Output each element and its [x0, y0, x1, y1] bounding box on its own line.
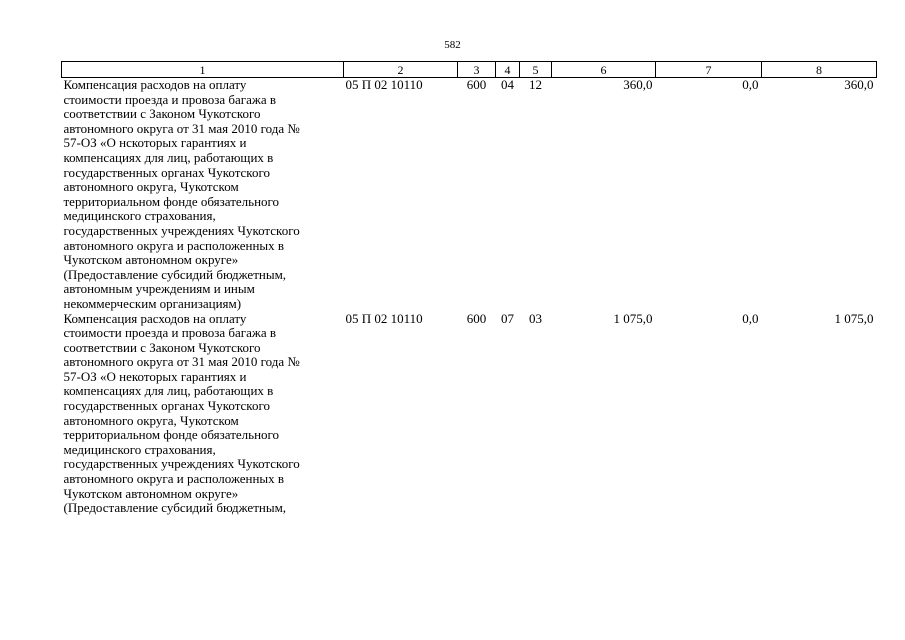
description-line: автономным учреждениям и иным [63, 281, 255, 297]
row-code: 05 П 02 10110 [345, 310, 423, 326]
header-cell-5: 5 [520, 62, 552, 78]
description-line: государственных органах Чукотского [63, 164, 270, 180]
description-line: автономного округа и расположенных в [63, 471, 285, 487]
description-line: автономного округа и расположенных в [63, 237, 285, 253]
budget-table [61, 61, 877, 516]
header-cell-2: 2 [344, 62, 458, 78]
row-col-7: 0,0 [742, 77, 759, 92]
header-cell-8: 8 [762, 62, 877, 78]
description-line: государственных учреждениях Чукотского [63, 222, 300, 238]
description-line: Компенсация расходов на оплату [63, 310, 247, 326]
description-line: государственных органах Чукотского [63, 398, 270, 414]
description-line: стоимости проезда и провоза багажа в [63, 325, 277, 341]
description-line: Чукотском автономном округе» [63, 252, 239, 268]
description-line: (Предоставление субсидий бюджетным, [63, 500, 287, 516]
description-line: медицинского страхования, [63, 208, 216, 224]
description-line: медицинского страхования, [63, 441, 216, 457]
header-cell-4: 4 [496, 62, 520, 78]
header-cell-6: 6 [552, 62, 656, 78]
description-line: (Предоставление субсидий бюджетным, [63, 266, 287, 282]
page-number: 582 [444, 39, 461, 51]
row-col-8: 1 075,0 [834, 310, 874, 326]
description-line: стоимости проезда и провоза багажа в [63, 91, 277, 107]
row-col-6: 360,0 [623, 77, 653, 92]
row-col-3: 600 [466, 310, 487, 326]
description-line: автономного округа от 31 мая 2010 года № [63, 120, 300, 136]
description-line: автономного округа, Чукотском [63, 179, 239, 195]
table-row [62, 78, 877, 312]
row-col-8: 360,0 [844, 77, 874, 92]
description-line: государственных учреждениях Чукотского [63, 456, 300, 472]
header-row [62, 62, 877, 78]
description-line: автономного округа, Чукотском [63, 412, 239, 428]
description-line: компенсациях для лиц, работающих в [63, 383, 274, 399]
header-cell-1: 1 [62, 62, 344, 78]
row-description [62, 312, 344, 516]
description-line: территориальном фонде обязательного [63, 427, 280, 443]
row-code: 05 П 02 10110 [345, 77, 423, 92]
row-col-5: 03 [529, 310, 542, 326]
row-col-4: 04 [501, 77, 514, 92]
description-line: компенсациях для лиц, работающих в [63, 149, 274, 165]
table-row [62, 312, 877, 516]
row-col-6: 1 075,0 [613, 310, 653, 326]
row-col-4: 07 [501, 310, 514, 326]
header-cell-7: 7 [656, 62, 762, 78]
description-line: соответствии с Законом Чукотского [63, 339, 261, 355]
description-line: Компенсация расходов на оплату [63, 77, 247, 92]
row-col-3: 600 [466, 77, 487, 92]
description-line: автономного округа от 31 мая 2010 года № [63, 354, 300, 370]
header-cell-3: 3 [458, 62, 496, 78]
description-line: соответствии с Законом Чукотского [63, 106, 261, 122]
description-line: некоммерческим организациям) [63, 295, 242, 311]
row-description [62, 78, 344, 312]
row-col-5: 12 [529, 77, 542, 92]
description-line: территориальном фонде обязательного [63, 193, 280, 209]
description-line: 57-ОЗ «О некоторых гарантиях и [63, 368, 247, 384]
row-col-7: 0,0 [742, 310, 759, 326]
description-line: 57-ОЗ «О нскоторых гарантиях и [63, 135, 247, 151]
description-line: Чукотском автономном округе» [63, 485, 239, 501]
